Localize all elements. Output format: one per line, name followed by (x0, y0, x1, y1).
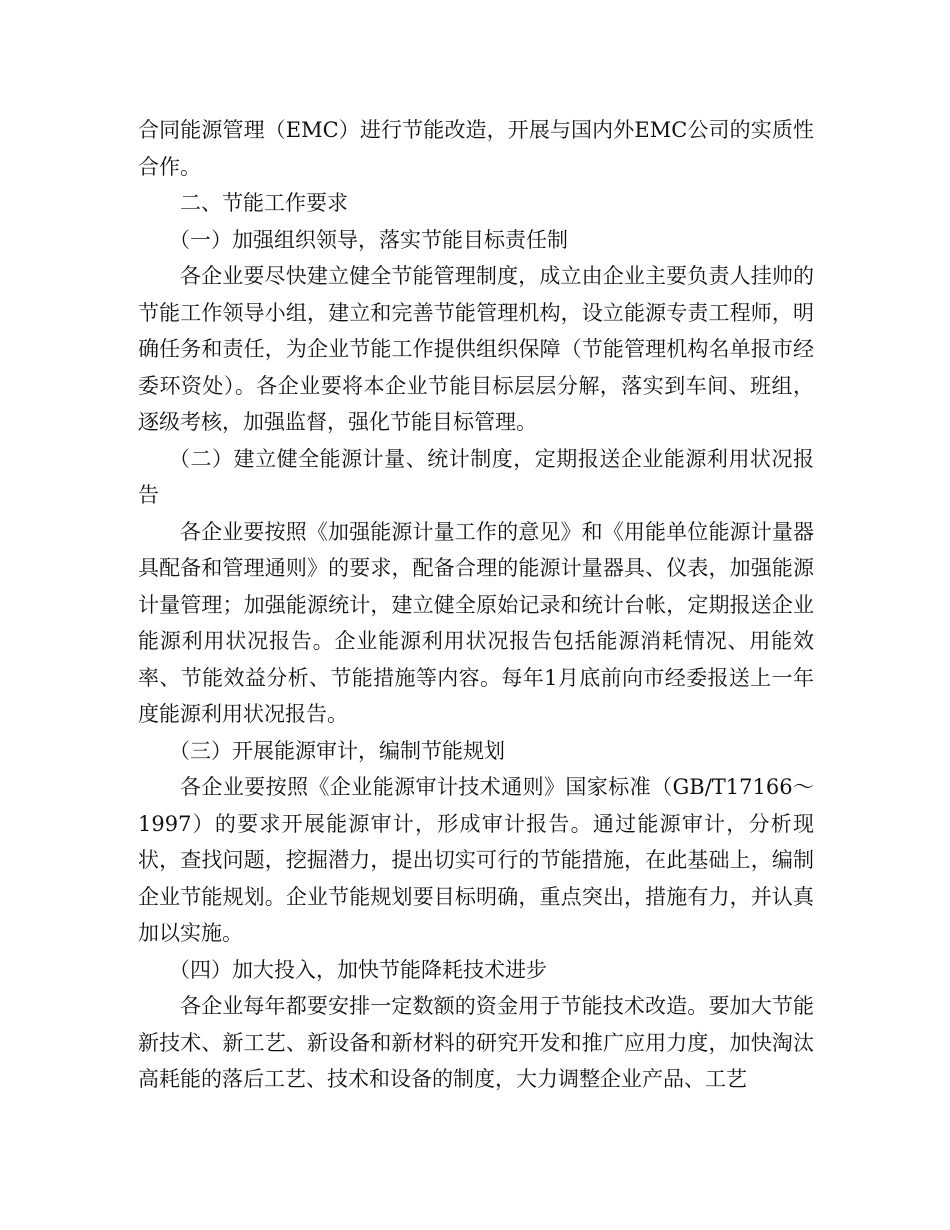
subsection-heading-4: （四）加大投入，加快节能降耗技术进步 (169, 957, 547, 982)
document-page (138, 112, 814, 1098)
subsection-heading-2: （二）建立健全能源计量、统计制度，定期报送企业能源利用状况报告 (138, 446, 814, 507)
paragraph-organization: 各企业要尽快建立健全节能管理制度，成立由企业主要负责人挂帅的节能工作领导小组，建立和完善节能管理机构，设立能源专责工程师，明确任务和责任，为企业节能工作提供组织保障（节能管理机构名单报市经委环资处）。各企业要将本企业节能目标层层分解，落实到车间、班组，逐级考核，加强监督，强化节能目标管理。 (138, 264, 814, 434)
paragraph-emc-cooperation: 合同能源管理（EMC）进行节能改造，开展与国内外EMC公司的实质性合作。 (138, 118, 814, 179)
subsection-heading-3: （三）开展能源审计，编制节能规划 (169, 738, 505, 763)
paragraph-investment: 各企业每年都要安排一定数额的资金用于节能技术改造。要加大节能新技术、新工艺、新设备和新材料的研究开发和推广应用力度，加快淘汰高耗能的落后工艺、技术和设备的制度，大力调整企业产品、工艺 (138, 994, 814, 1091)
paragraph-measurement: 各企业要按照《加强能源计量工作的意见》和《用能单位能源计量器具配备和管理通则》的要求，配备合理的能源计量器具、仪表，加强能源计量管理；加强能源统计，建立健全原始记录和统计台帐，定期报送企业能源利用状况报告。企业能源利用状况报告包括能源消耗情况、用能效率、节能效益分析、节能措施等内容。每年1月底前向市经委报送上一年度能源利用状况报告。 (138, 519, 814, 726)
subsection-heading-1: （一）加强组织领导，落实节能目标责任制 (169, 227, 568, 252)
paragraph-audit: 各企业要按照《企业能源审计技术通则》国家标准（GB/T17166～1997）的要求开展能源审计，形成审计报告。通过能源审计，分析现状，查找问题，挖掘潜力，提出切实可行的节能措施，在此基础上，编制企业节能规划。企业节能规划要目标明确，重点突出，措施有力，并认真加以实施。 (138, 775, 814, 945)
section-heading-requirements: 二、节能工作要求 (180, 191, 348, 215)
